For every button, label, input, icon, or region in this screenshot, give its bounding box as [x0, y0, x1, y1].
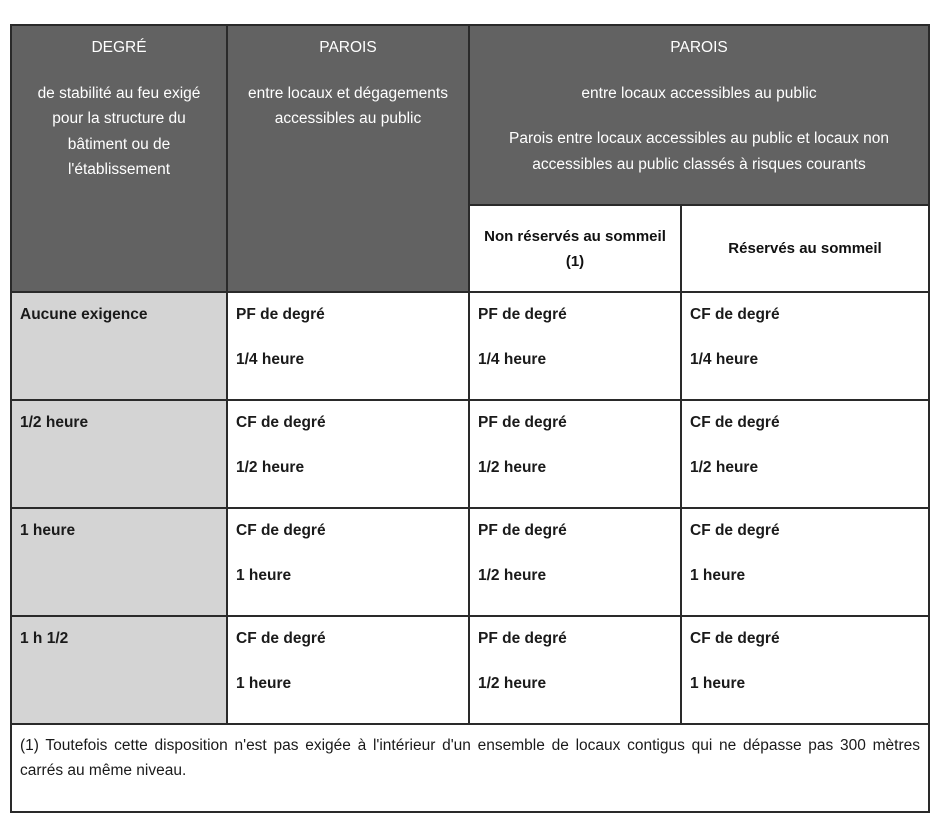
row-label — [11, 616, 227, 724]
row-label-text: 1 h 1/2 — [20, 630, 69, 647]
cell-line2: 1/2 heure — [478, 567, 547, 584]
header-col2-line: entre locaux et dégagements — [248, 84, 448, 102]
cell-line2: 1/2 heure — [236, 459, 305, 476]
cell-line2: 1/4 heure — [690, 351, 759, 368]
cell-line1: PF de degré — [478, 630, 567, 647]
cell-line1: PF de degré — [478, 522, 567, 539]
table-cell — [227, 616, 469, 724]
cell-line1: CF de degré — [236, 630, 326, 647]
cell-line2: 1/2 heure — [478, 675, 547, 692]
header-col1-line: de stabilité au feu exigé — [37, 84, 201, 102]
header-col34-line1: entre locaux accessibles au public — [581, 84, 817, 102]
table-cell — [469, 400, 681, 508]
table-cell — [681, 292, 929, 400]
table-cell — [681, 616, 929, 724]
cell-line2: 1 heure — [690, 675, 746, 692]
row-label — [11, 400, 227, 508]
fire-resistance-table — [10, 24, 930, 813]
row-label-text: 1 heure — [20, 522, 76, 539]
cell-line2: 1/4 heure — [478, 351, 547, 368]
footnote: (1) Toutefois cette disposition n'est pas exigée à l'intérieur d'un ensemble de locaux contigus qui ne dépasse pas 300 mètres carrés au même niveau. — [11, 724, 929, 812]
header-col1-line: bâtiment ou de — [67, 135, 171, 153]
subheader-not-sleeping-a: Non réservés au sommeil — [484, 227, 666, 245]
cell-line2: 1 heure — [236, 567, 292, 584]
table-cell — [227, 292, 469, 400]
cell-line2: 1 heure — [690, 567, 746, 584]
header-col34-line2a: Parois entre locaux accessibles au public et locaux non — [509, 130, 889, 147]
table-cell — [469, 616, 681, 724]
cell-line1: PF de degré — [478, 306, 567, 323]
row-label-text: 1/2 heure — [20, 414, 89, 431]
table-cell — [469, 508, 681, 616]
header-walls-public-rooms — [469, 25, 929, 205]
row-label — [11, 508, 227, 616]
header-col1-line: pour la structure du — [52, 110, 186, 127]
row-label — [11, 292, 227, 400]
header-col2-line: accessibles au public — [274, 110, 422, 127]
cell-line1: CF de degré — [236, 414, 326, 431]
table-cell — [227, 400, 469, 508]
header-col34-title: PAROIS — [670, 39, 728, 56]
table-cell — [681, 508, 929, 616]
cell-line1: CF de degré — [690, 414, 780, 431]
cell-line1: CF de degré — [690, 522, 780, 539]
header-col1-line: l'établissement — [67, 161, 171, 178]
cell-line2: 1/2 heure — [478, 459, 547, 476]
table-row — [11, 400, 929, 508]
cell-line1: PF de degré — [236, 306, 325, 323]
cell-line1: PF de degré — [478, 414, 567, 431]
subheader-sleeping: Réservés au sommeil — [681, 205, 929, 292]
header-walls-corridors — [227, 25, 469, 292]
table-row — [11, 508, 929, 616]
cell-line2: 1/2 heure — [690, 459, 759, 476]
subheader-not-sleeping — [469, 205, 681, 292]
table-cell — [681, 400, 929, 508]
cell-line1: CF de degré — [690, 630, 780, 647]
header-col2-title: PAROIS — [319, 39, 377, 56]
subheader-not-sleeping-b: (1) — [565, 252, 585, 270]
table-row — [11, 616, 929, 724]
header-col34-line2b: accessibles au public classés à risques courants — [532, 155, 866, 173]
row-label-text: Aucune exigence — [20, 306, 148, 323]
cell-line2: 1/4 heure — [236, 351, 305, 368]
header-stability-degree — [11, 25, 227, 292]
table-cell — [469, 292, 681, 400]
cell-line2: 1 heure — [236, 675, 292, 692]
cell-line1: CF de degré — [236, 522, 326, 539]
cell-line1: CF de degré — [690, 306, 780, 323]
header-col1-title: DEGRÉ — [91, 39, 147, 56]
table-cell — [227, 508, 469, 616]
table-row — [11, 292, 929, 400]
